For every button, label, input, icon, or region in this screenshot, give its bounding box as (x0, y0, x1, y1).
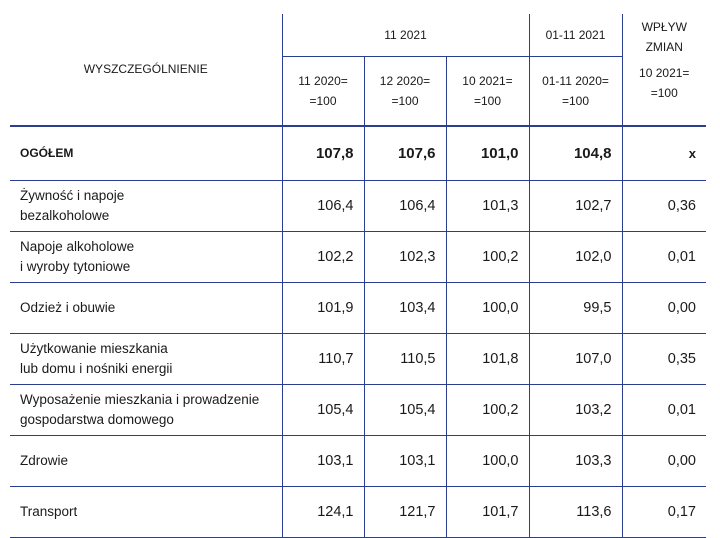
cell-value: 101,0 (446, 126, 529, 181)
row-name: Żywność i napoje bezalkoholowe (10, 180, 282, 231)
row-name: OGÓŁEM (10, 126, 282, 181)
table-row (10, 384, 706, 435)
row-name: Zdrowie (10, 435, 282, 486)
cell-value: 101,8 (446, 333, 529, 384)
table-row (10, 282, 706, 333)
cell-value: 107,8 (282, 126, 364, 181)
cell-value: 103,1 (282, 435, 364, 486)
table-row (10, 435, 706, 486)
table-row (10, 180, 706, 231)
cell-value: 110,5 (364, 333, 446, 384)
cell-value: 105,4 (282, 384, 364, 435)
cell-value: 0,00 (622, 435, 706, 486)
cell-value: 0,35 (622, 333, 706, 384)
cell-value: 103,3 (529, 435, 622, 486)
row-name: Wyposażenie mieszkania i prowadzenie gospodarstwa domowego (10, 384, 282, 435)
cell-value: 101,7 (446, 486, 529, 537)
row-label-header: WYSZCZEGÓLNIENIE (10, 14, 282, 126)
impact-header: WPŁYW ZMIAN (622, 14, 706, 57)
cell-value: 100,0 (446, 282, 529, 333)
cell-value: 0,00 (622, 282, 706, 333)
cell-value: 113,6 (529, 486, 622, 537)
cell-value: 107,0 (529, 333, 622, 384)
row-name: Transport (10, 486, 282, 537)
cell-value: 0,36 (622, 180, 706, 231)
cell-value: 101,9 (282, 282, 364, 333)
row-name: Odzież i obuwie (10, 282, 282, 333)
cell-value: 100,0 (446, 435, 529, 486)
table-row (10, 486, 706, 537)
cell-value: 102,2 (282, 231, 364, 282)
cell-value: 103,1 (364, 435, 446, 486)
table-row (10, 126, 706, 181)
row-name: Użytkowanie mieszkania lub domu i nośniki energii (10, 333, 282, 384)
subheader-col-1: 11 2020= =100 (282, 57, 364, 126)
group-header-month: 11 2021 (282, 14, 529, 57)
subheader-col-3: 10 2021= =100 (446, 57, 529, 126)
cell-value: 100,2 (446, 384, 529, 435)
cell-value: 107,6 (364, 126, 446, 181)
cell-value: 100,2 (446, 231, 529, 282)
cell-value: 106,4 (282, 180, 364, 231)
cell-value: 101,3 (446, 180, 529, 231)
subheader-col-4: 01-11 2020= =100 (529, 57, 622, 126)
cell-value: 103,4 (364, 282, 446, 333)
cell-value: 102,0 (529, 231, 622, 282)
table-row (10, 333, 706, 384)
cell-value: 121,7 (364, 486, 446, 537)
cell-value: 102,3 (364, 231, 446, 282)
cell-value: 110,7 (282, 333, 364, 384)
cell-value: 106,4 (364, 180, 446, 231)
group-header-ytd: 01-11 2021 (529, 14, 622, 57)
cell-value: 124,1 (282, 486, 364, 537)
cell-value: 0,01 (622, 231, 706, 282)
row-name: Napoje alkoholowe i wyroby tytoniowe (10, 231, 282, 282)
cell-value: 102,7 (529, 180, 622, 231)
cell-value: x (622, 126, 706, 181)
cell-value: 99,5 (529, 282, 622, 333)
table-row (10, 231, 706, 282)
cell-value: 105,4 (364, 384, 446, 435)
cell-value: 0,01 (622, 384, 706, 435)
subheader-col-5: 10 2021= =100 (622, 57, 706, 126)
price-index-table (10, 14, 706, 538)
cell-value: 103,2 (529, 384, 622, 435)
cell-value: 0,17 (622, 486, 706, 537)
cell-value: 104,8 (529, 126, 622, 181)
subheader-col-2: 12 2020= =100 (364, 57, 446, 126)
